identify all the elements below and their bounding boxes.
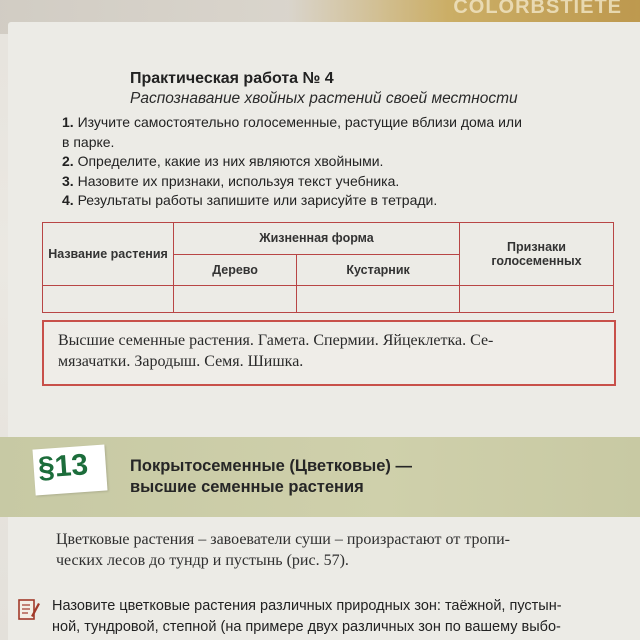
- table-cell: [460, 286, 614, 313]
- intro-paragraph: [56, 529, 631, 571]
- key-terms-line: Высшие семенные растения. Гамета. Спермии. Яйцеклетка. Се-: [58, 332, 494, 349]
- step-text-continuation: в парке.: [62, 133, 115, 150]
- top-band-text: COLORBSTIETE: [453, 0, 622, 18]
- step-item: [62, 113, 622, 152]
- results-table: [42, 222, 614, 313]
- section-title: [130, 456, 412, 498]
- practical-work-title: Практическая работа № 4: [130, 70, 334, 87]
- step-text: Результаты работы запишите или зарисуйте в тетради.: [77, 192, 438, 208]
- header-tree: Дерево: [174, 254, 297, 286]
- step-item: [62, 172, 622, 192]
- step-item: [62, 191, 622, 211]
- pencil-note-icon: [18, 597, 40, 621]
- step-text: Изучите самостоятельно голосеменные, растущие вблизи дома или: [77, 114, 522, 130]
- step-number: 2.: [62, 153, 74, 169]
- section-title-line: Покрытосеменные (Цветковые) —: [130, 457, 413, 475]
- header-life-form: Жизненная форма: [174, 223, 460, 255]
- step-text: Определите, какие из них являются хвойными.: [77, 153, 384, 169]
- key-terms-box: [42, 320, 616, 386]
- table-cell: [297, 286, 460, 313]
- header-shrub: Кустарник: [297, 254, 460, 286]
- key-terms-line: мязачатки. Зародыш. Семя. Шишка.: [58, 353, 304, 370]
- section-number: §13: [36, 448, 90, 485]
- task-text: [52, 596, 637, 638]
- header-gymnosperm-signs: Признаки голосеменных: [460, 223, 614, 286]
- steps-list: [62, 113, 622, 211]
- section-title-line: высшие семенные растения: [130, 478, 364, 496]
- task-line: ной, тундровой, степной (на примере двух различных зон по вашему выбо-: [52, 619, 561, 635]
- step-item: [62, 152, 622, 172]
- step-text: Назовите их признаки, используя текст учебника.: [77, 172, 400, 189]
- step-number: 3.: [62, 172, 74, 189]
- table-cell: [43, 286, 174, 313]
- practical-work-subtitle: Распознавание хвойных растений своей местности: [130, 90, 518, 107]
- paragraph-line: ческих лесов до тундр и пустынь (рис. 57).: [56, 552, 349, 569]
- step-number: 1.: [62, 114, 74, 130]
- table-cell: [174, 286, 297, 313]
- task-line: Назовите цветковые растения различных природных зон: таёжной, пустын-: [52, 598, 562, 614]
- header-plant-name: Название растения: [43, 223, 174, 286]
- step-number: 4.: [62, 192, 74, 208]
- key-terms-text: [58, 330, 603, 372]
- paragraph-line: Цветковые растения – завоеватели суши – произрастают от тропи-: [56, 531, 510, 548]
